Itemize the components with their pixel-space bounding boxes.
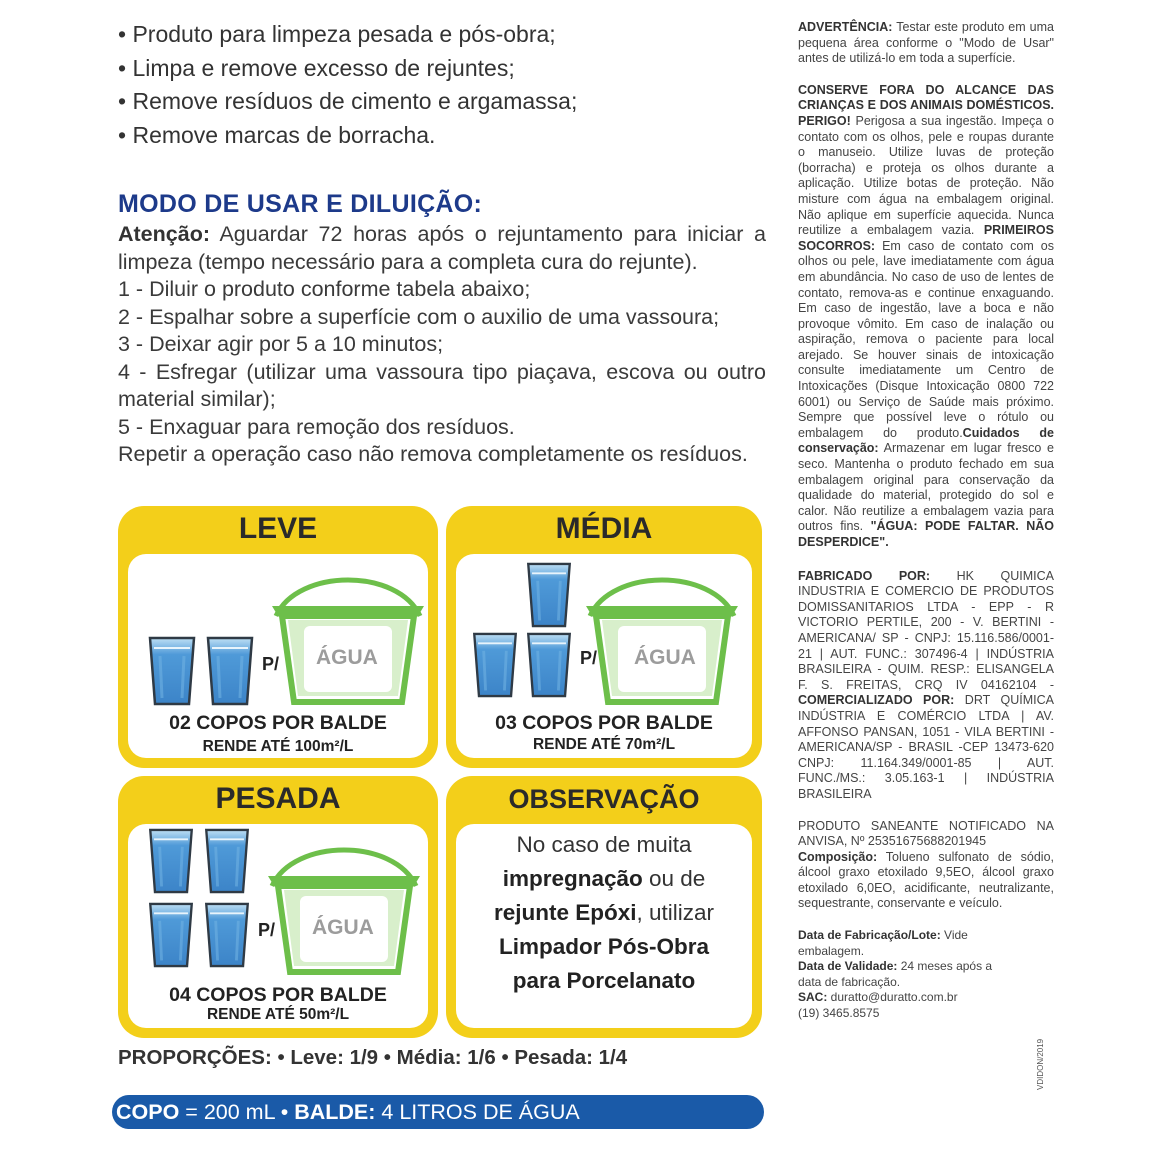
list-item: • Limpa e remove excesso de rejuntes; xyxy=(118,52,766,86)
dates-block: Data de Fabricação/Lote: Vide embalagem. Data de Validade: 24 meses após a data de fabricação. SAC: duratto@duratto.com.br (19) 3465.8575 xyxy=(798,928,993,1021)
observation-text: No caso de muita impregnação ou de rejunte Epóxi, utilizar Limpador Pós-Obra para Porcelanato xyxy=(493,832,715,993)
step: 4 - Esfregar (utilizar uma vassoura tipo piaçava, escova ou outro material similar); xyxy=(118,359,766,411)
proportions: PROPORÇÕES: • Leve: 1/9 • Média: 1/6 • Pesada: 1/4 xyxy=(118,1046,628,1069)
section-title: MODO DE USAR E DILUIÇÃO: xyxy=(118,190,483,218)
bucket-icon xyxy=(264,846,424,976)
bucket-icon xyxy=(268,576,428,706)
cup-icon xyxy=(148,902,194,968)
card-observacao xyxy=(446,776,762,1038)
cup-icon xyxy=(526,632,572,698)
step: 2 - Espalhar sobre a superfície com o auxilio de uma vassoura; xyxy=(118,304,720,329)
cups-label: 04 COPOS POR BALDE xyxy=(169,984,387,1006)
card-title: MÉDIA xyxy=(555,512,653,545)
card-pesada xyxy=(118,776,438,1038)
cups-label: 03 COPOS POR BALDE xyxy=(495,712,713,734)
repeat-note: Repetir a operação caso não remova completamente os resíduos. xyxy=(118,442,748,466)
balde-label: BALDE: xyxy=(294,1100,376,1124)
card-title: PESADA xyxy=(215,782,341,815)
card-title: LEVE xyxy=(238,512,318,545)
safety-block: CONSERVE FORA DO ALCANCE DAS CRIANÇAS E DOS ANIMAIS DOMÉSTICOS. PERIGO! Perigosa a sua ingestão. Impeça o contato com os olhos, pele e roupas durante o manuseio. Utilize luvas de proteção (borracha) e proteja os olhos durante a aplicação. Utilize botas de proteção. Não misture com água na embalagem original. Não aplique em superfície aquecida. Nunca reutilize a embalagem vazia. PRIMEIROS SOCORROS: Em caso de contato com os olhos ou pele, lave imediatamente com água em abundância. No caso de uso de lentes de contato, remova-as e continue enxaguando. Em caso de ingestão, lave a boca e não provoque vômito. Em caso de inalação ou aspiração, remova o paciente para local arejado. Se houver sinais de intoxicação consulte imediatamente um Centro de Intoxicações (Disque Intoxicação 0800 722 6001) ou Serviço de Saúde mais próximo. Sempre que possível leve o rótulo ou embalagem do produto.Cuidados de conservação: Armazenar em lugar fresco e seco. Mantenha o produto fechado em sua embalagem original para conservação da qualidade do material, protegido do sol e calor. Não reutilize a embalagem vazia para outros fins. "ÁGUA: PODE FALTAR. NÃO DESPERDICE". xyxy=(798,82,1054,549)
per-label: P/ xyxy=(262,654,280,674)
copo-label: COPO xyxy=(116,1100,180,1124)
step: 5 - Enxaguar para remoção dos resíduos. xyxy=(118,414,515,439)
attention-label: Atenção: xyxy=(118,222,210,246)
per-label: P/ xyxy=(258,920,276,940)
cup-icon xyxy=(148,828,194,894)
version-code: VDIDON/2019 xyxy=(1036,1038,1045,1090)
per-label: P/ xyxy=(580,648,598,668)
step: 1 - Diluir o produto conforme tabela abaixo; xyxy=(118,277,531,301)
list-item: • Remove marcas de borracha. xyxy=(118,119,766,153)
bucket-label: ÁGUA xyxy=(634,646,696,669)
feature-list xyxy=(118,18,766,152)
card-title: OBSERVAÇÃO xyxy=(508,784,700,814)
attention-text: Aguardar 72 horas após o rejuntamento para iniciar a limpeza (tempo necessário para a completa cura do rejunte). xyxy=(118,222,766,274)
cup-icon xyxy=(204,902,250,968)
yield-label: RENDE ATÉ 100m²/L xyxy=(202,738,354,755)
instructions xyxy=(118,221,766,469)
cup-icon xyxy=(526,562,572,628)
list-item: • Remove resíduos de cimento e argamassa; xyxy=(118,85,766,119)
list-item: • Produto para limpeza pesada e pós-obra; xyxy=(118,18,766,52)
step: 3 - Deixar agir por 5 a 10 minutos; xyxy=(118,332,444,356)
bucket-icon xyxy=(582,576,742,706)
measure-bar: COPO = 200 mL • BALDE: 4 LITROS DE ÁGUA xyxy=(112,1095,764,1129)
cup-icon xyxy=(472,632,518,698)
manufacturer-block: FABRICADO POR: HK QUIMICA INDUSTRIA E COMERCIO DE PRODUTOS DOMISSANITARIOS LTDA - EPP - R VICTORIO PERTILE, 200 - V. BERTINI - AMERICANA/ SP - CNPJ: 15.116.586/0001-21 | AUT. FUNC.: 307496-4 | INDÚSTRIA BRASILEIRA - QUIM. RESP.: ELISANGELA F. S. FREITAS, CRQ IV 04162104 - COMERCIALIZADO POR: DRT QUÍMICA INDÚSTRIA E COMÉRCIO LTDA | AV. AFFONSO PANSAN, 1051 - VILA BERTINI - AMERICANA/SP - BRASIL -CEP 13473-620 CNPJ: 11.164.349/0001-85 | AUT. FUNC./MS.: 3.05.163-1 | INDÚSTRIA BRASILEIRA xyxy=(798,568,1054,801)
cups-label: 02 COPOS POR BALDE xyxy=(169,712,387,734)
yield-label: RENDE ATÉ 50m²/L xyxy=(206,1006,350,1023)
left-column xyxy=(118,18,766,469)
card-media xyxy=(446,506,762,768)
composition-block: PRODUTO SANEANTE NOTIFICADO NA ANVISA, Nº 25351675688201945 Composição: Tolueno sulfonato de sódio, álcool graxo etoxilado 9,5EO, álcool graxo etoxilado 6,0EO, acidificante, neutralizante, sequestrante, conservante e veículo. xyxy=(798,818,1054,911)
cup-icon xyxy=(148,636,196,706)
right-column xyxy=(798,20,1054,1038)
yield-label: RENDE ATÉ 70m²/L xyxy=(532,736,676,753)
cup-icon xyxy=(206,636,254,706)
bucket-label: ÁGUA xyxy=(316,646,378,669)
card-leve xyxy=(118,506,438,768)
warning-block: ADVERTÊNCIA: Testar este produto em uma pequena área conforme o "Modo de Usar" antes de utilizá-lo em toda a superfície. xyxy=(798,20,1054,66)
cup-icon xyxy=(204,828,250,894)
bucket-label: ÁGUA xyxy=(312,916,374,939)
